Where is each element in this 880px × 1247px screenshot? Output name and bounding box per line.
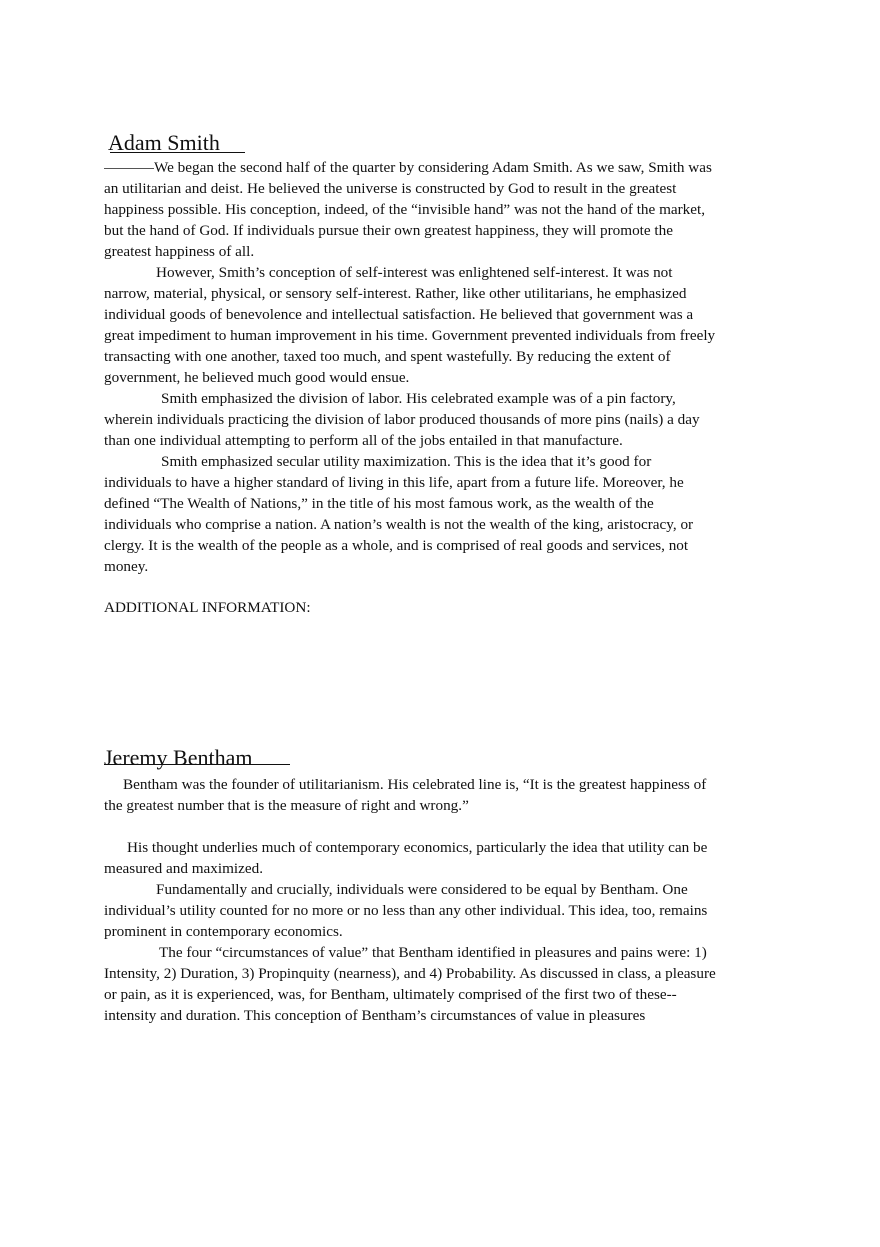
smith-paragraph-2: However, Smith’s conception of self-interest was enlightened self-interest. It was not narrow, material, physical, or sensory self-interest. Rather, like other utilitarians, he emphasized individual goods of benevolence and intellectual satisfaction. He believed that government was a great impediment to human improvement in his time. Government prevented individuals from freely transacting with one another, taxed too much, and spent wastefully. By reducing the extent of government, he believed much good would ensue. bbox=[104, 264, 716, 386]
smith-paragraph-1: We began the second half of the quarter by considering Adam Smith. As we saw, Smith was an utilitarian and deist. He believed the universe is constructed by God to result in the greatest happiness possible. His conception, indeed, of the “invisible hand” was not the hand of the market, but the hand of God. If individuals pursue their own greatest happiness, they will promote the greatest happiness of all. bbox=[104, 159, 712, 260]
bentham-paragraph-1: Bentham was the founder of utilitarianism. His celebrated line is, “It is the greatest happiness of the greatest number that is the measure of right and wrong.” bbox=[104, 776, 707, 814]
heading-jeremy-bentham-underline bbox=[104, 764, 290, 765]
leading-rule bbox=[104, 168, 154, 169]
bentham-paragraph-2: His thought underlies much of contemporary economics, particularly the idea that utility can be measured and maximized. bbox=[104, 839, 708, 877]
heading-adam-smith: Adam Smith bbox=[108, 130, 220, 155]
heading-adam-smith-underline bbox=[110, 152, 245, 153]
bentham-paragraph-3: Fundamentally and crucially, individuals were considered to be equal by Bentham. One individual’s utility counted for no more or no less than any other individual. This idea, too, remains prominent in contemporary economics. bbox=[104, 881, 708, 940]
additional-information-label: ADDITIONAL INFORMATION: bbox=[104, 599, 311, 616]
smith-paragraph-4: Smith emphasized secular utility maximization. This is the idea that it’s good for individuals to have a higher standard of living in this life, apart from a future life. Moreover, he defined “The Wealth of Nations,” in the title of his most famous work, as the wealth of the individuals who comprise a nation. A nation’s wealth is not the wealth of the king, aristocracy, or clergy. It is the wealth of the people as a whole, and is comprised of real goods and services, not money. bbox=[104, 453, 694, 575]
bentham-paragraph-4: The four “circumstances of value” that Bentham identified in pleasures and pains were: 1) Intensity, 2) Duration, 3) Propinquity (nearness), and 4) Probability. As discussed in class, a pleasure or pain, as it is experienced, was, for Bentham, ultimately comprised of the first two of these--intensity and duration. This conception of Bentham’s circumstances of value in pleasures bbox=[104, 944, 716, 1024]
heading-jeremy-bentham: Jeremy Bentham bbox=[104, 745, 253, 770]
smith-paragraph-3: Smith emphasized the division of labor. His celebrated example was of a pin factory, wherein individuals practicing the division of labor produced thousands of more pins (nails) a day than one individual attempting to perform all of the jobs entailed in that manufacture. bbox=[104, 390, 700, 449]
